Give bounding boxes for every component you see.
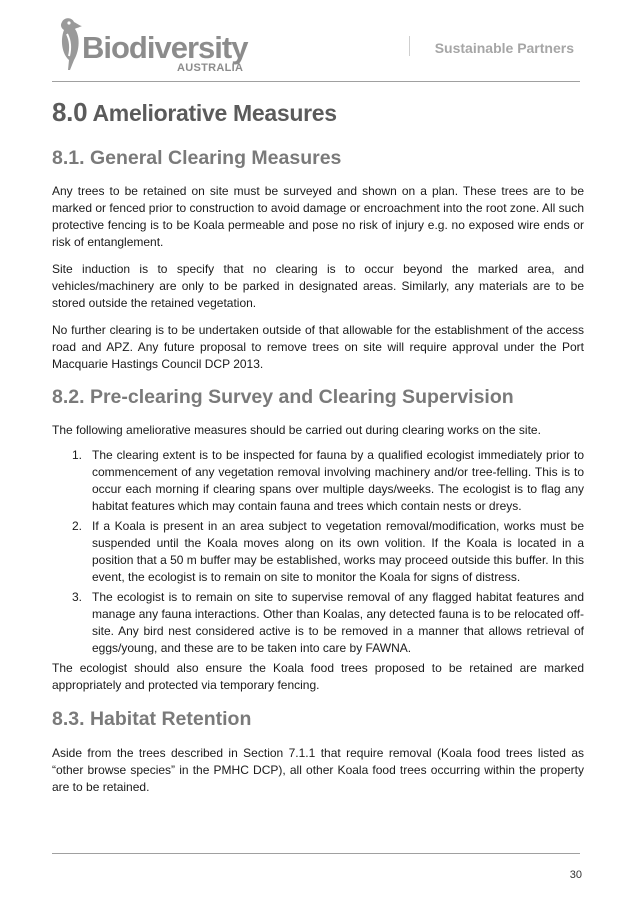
list-item-number: 1. [72,448,83,462]
paragraph: Any trees to be retained on site must be surveyed and shown on a plan. These trees are to be marked or fenced prior to construction to avoid damage or encroachment into the root zone. All such protective fencing is to be Koala permeable and pose no risk of injury e.g. no exposed wire ends or risk of entanglement. [52,184,584,249]
header-tagline: Sustainable Partners [434,40,574,56]
page-content [52,96,584,796]
page-header [52,8,580,82]
subsection-heading-8-2: 8.2. Pre-clearing Survey and Clearing Supervision [52,386,514,408]
subsection-heading-8-1: 8.1. General Clearing Measures [52,147,342,169]
header-rule [52,81,580,82]
paragraph: Site induction is to specify that no clearing is to occur beyond the marked area, and vehicles/machinery are only to be parked in designated areas. Similarly, any materials are to be stored outside the retained vegetation. [52,262,584,310]
footer-rule [52,853,580,854]
list-item-text: If a Koala is present in an area subject to vegetation removal/modification, works must be suspended until the Koala moves along on its own volition. If the Koala is located in a position that a 50 m buffer may be established, works may proceed outside this buffer. In this event, the ecologist is to remain on site to monitor the Koala for signs of distress. [92,519,584,584]
header-divider [409,36,410,56]
section-number: 8.0 [52,97,88,127]
section-title [52,96,584,129]
logo-title: Biodiversity [82,30,248,65]
paragraph: The following ameliorative measures should be carried out during clearing works on the site. [52,423,541,437]
list-item [52,447,584,515]
page-number: 30 [569,869,582,881]
list-item-text: The ecologist is to remain on site to supervise removal of any flagged habitat features and manage any fauna interactions. Other than Koalas, any detected fauna is to be relocated off-site. Any bird nest considered active is to be removed in a manner that allows retrieval of eggs/young, and these are to be taken into care by FAWNA. [92,590,584,655]
bird-logo-icon [54,16,84,72]
list-item-number: 2. [72,519,83,533]
logo-subtitle: AUSTRALIA [177,62,244,74]
paragraph: The ecologist should also ensure the Koala food trees proposed to be retained are marked appropriately and protected via temporary fencing. [52,661,584,692]
biodiversity-australia-logo [52,12,252,76]
subsection-heading-8-3: 8.3. Habitat Retention [52,708,252,730]
section-title-text: Ameliorative Measures [92,100,337,126]
list-item [52,518,584,586]
list-item-number: 3. [72,590,83,604]
paragraph: Aside from the trees described in Section 7.1.1 that require removal (Koala food trees listed as “other browse species” in the PMHC DCP), all other Koala food trees occurring within the property are to be retained. [52,746,584,794]
list-item [52,589,584,657]
list-item-text: The clearing extent is to be inspected for fauna by a qualified ecologist immediately prior to commencement of any vegetation removal involving machinery and/or tree-felling. This is to occur each morning if clearing spans over multiple days/weeks. The ecologist is to flag any habitat features which may contain fauna and trees which contain nests or dreys. [92,448,584,513]
measures-list [52,447,584,657]
paragraph: No further clearing is to be undertaken outside of that allowable for the establishment of the access road and APZ. Any future proposal to remove trees on site will require approval under the Port Macquarie Hastings Council DCP 2013. [52,323,584,371]
